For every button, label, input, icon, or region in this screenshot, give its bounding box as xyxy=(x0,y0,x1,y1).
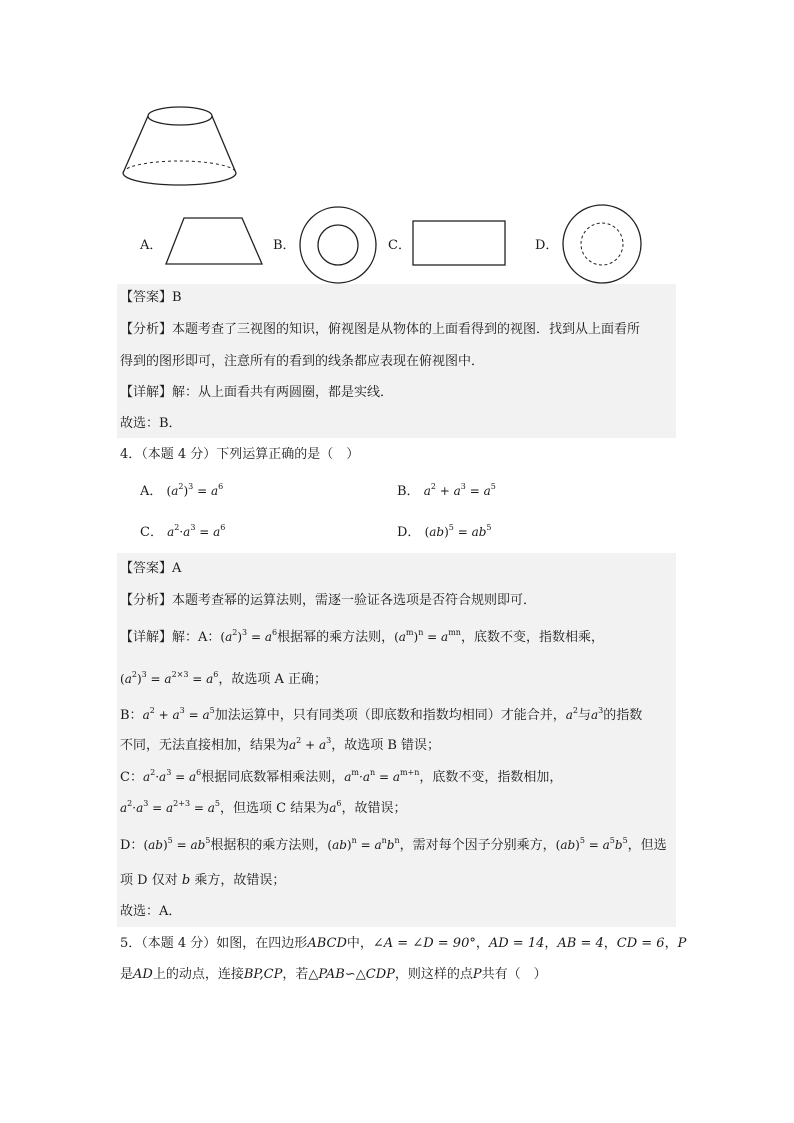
detail-text: 项 D 仅对 xyxy=(120,873,178,888)
option-label: D． xyxy=(397,525,421,540)
detail-text: 加法运算中，只有同类项（即底数和指数均相同）才能合并， xyxy=(214,708,566,723)
formula: $a^2\cdot a^3 = a^6$ xyxy=(142,768,202,784)
formula: $a^2$ xyxy=(565,706,578,722)
stem-text: ，若 xyxy=(282,967,309,982)
detail-text: ，故错误； xyxy=(341,801,407,816)
option-label: A． xyxy=(140,484,163,499)
q4-detail-c-line-2 xyxy=(120,798,406,819)
cd-length: CD = 6 xyxy=(616,936,665,951)
q3-answer-line xyxy=(120,288,182,308)
q3-choose-line xyxy=(120,414,182,434)
q4-option-b xyxy=(397,481,496,502)
detail-text: B： xyxy=(120,708,143,723)
detail-text: C： xyxy=(120,770,143,785)
solid-dashed-circles-shape xyxy=(560,202,644,286)
angle-condition: ∠A = ∠D = 90° xyxy=(372,936,476,951)
formula: $(ab)^5 = a^5b^5$ xyxy=(555,836,628,852)
choose-text: 故选：B． xyxy=(120,416,182,431)
detail-tag: 【详解】 xyxy=(120,630,173,645)
option-label: B． xyxy=(397,484,420,499)
stem-text: ，则这样的点 xyxy=(394,967,473,982)
option-a-label: A． xyxy=(140,238,163,253)
detail-text: ，底数不变，指数相加， xyxy=(419,770,563,785)
detail-text: ，需对每个因子分别乘方， xyxy=(399,838,556,853)
detail-text: 解：A： xyxy=(172,630,221,645)
q4-detail-d-line-1 xyxy=(120,835,667,856)
q5-stem-line-2 xyxy=(120,965,547,985)
formula: $a^2\cdot a^3 = a^6$ xyxy=(167,523,226,539)
option-c-label: C． xyxy=(388,238,411,253)
detail-text: 不同，无法直接相加，结果为 xyxy=(120,738,290,753)
formula: $(a^m)^n = a^{mn}$ xyxy=(394,628,461,644)
two-solid-circles-shape xyxy=(297,204,379,286)
ad-length: AD = 14 xyxy=(488,936,545,951)
analysis-tag: 【分析】 xyxy=(120,593,173,608)
answer-value: B xyxy=(172,290,182,305)
formula: $a^2 + a^3$ xyxy=(289,736,332,752)
q4-option-c xyxy=(140,522,225,543)
stem-text: 中， xyxy=(346,936,373,951)
detail-text: 解：从上面看共有两圆圈，都是实线． xyxy=(172,385,394,400)
quad-name: ABCD xyxy=(307,936,347,951)
q4-detail-b-line-1 xyxy=(120,705,642,726)
answer-tag: 【答案】 xyxy=(120,561,173,576)
detail-text: D： xyxy=(120,838,144,853)
detail-text: 根据同底数幂相乘法则， xyxy=(201,770,345,785)
q4-answer-line xyxy=(120,559,181,579)
q3-analysis-line-1 xyxy=(120,320,640,340)
q3-analysis-line-2 xyxy=(120,352,484,372)
stem-text: 共有（ ） xyxy=(481,967,547,982)
answer-value: A xyxy=(172,561,182,576)
detail-text: 根据积的乘方法则， xyxy=(210,838,328,853)
point-p: P xyxy=(472,967,482,982)
formula: $(ab)^5 = ab^5$ xyxy=(424,523,492,539)
q4-option-a xyxy=(140,481,223,502)
formula: $(a^2)^3 = a^{2\times 3} = a^6$ xyxy=(120,670,219,686)
detail-tag: 【详解】 xyxy=(120,385,173,400)
analysis-text: 本题考查幂的运算法则，需逐一验证各选项是否符合规则即可． xyxy=(172,593,537,608)
trapezoid-shape xyxy=(164,216,266,268)
option-label: C． xyxy=(140,525,163,540)
detail-text: ，故选项 A 正确； xyxy=(218,672,328,687)
detail-text: ，故选项 B 错误； xyxy=(331,738,441,753)
answer-tag: 【答案】 xyxy=(120,290,173,305)
stem-text: 上的动点，连接 xyxy=(152,967,244,982)
q4-detail-c-line-1 xyxy=(120,767,562,788)
question-stem: 4．（本题 4 分）下列运算正确的是（ ） xyxy=(120,447,360,462)
analysis-text: 本题考查了三视图的知识，俯视图是从物体的上面看得到的视图．找到从上面看所 xyxy=(172,322,641,337)
detail-text: ，底数不变，指数相乘， xyxy=(460,630,604,645)
rectangle-shape xyxy=(411,219,507,267)
q4-analysis-line xyxy=(120,591,536,611)
formula: $(ab)^5 = ab^5$ xyxy=(143,836,211,852)
q4-stem xyxy=(120,445,359,465)
formula: $(a^2)^3 = a^6$ xyxy=(220,628,278,644)
q3-detail-line xyxy=(120,383,393,403)
point-p: P xyxy=(677,936,687,951)
q4-detail-a-line-1 xyxy=(120,627,604,648)
formula: $a^m\cdot a^n = a^{m+n}$ xyxy=(344,768,420,784)
option-b-label: B． xyxy=(273,238,296,253)
q4-detail-d-line-2: 项 D 仅对 b 乘方，故错误； xyxy=(120,873,286,888)
stem-text: 是 xyxy=(120,967,134,982)
q4-detail-b-line-2 xyxy=(120,735,440,756)
q4-option-d xyxy=(397,522,492,543)
similarity-condition: △PAB∽△CDP xyxy=(308,967,395,982)
formula: $(ab)^n = a^nb^n$ xyxy=(327,836,400,852)
segment-ad: AD xyxy=(133,967,153,982)
analysis-text: 得到的图形即可，注意所有的看到的线条都应表现在俯视图中． xyxy=(120,354,485,369)
formula: $a^2 + a^3 = a^5$ xyxy=(423,482,496,498)
frustum-figure xyxy=(118,100,244,192)
detail-text: ，但选项 C 结果为 xyxy=(220,801,330,816)
q4-choose-line xyxy=(120,902,181,922)
detail-text: 乘方，故错误； xyxy=(194,873,286,888)
detail-text: 的指数 xyxy=(603,708,643,723)
ab-length: AB = 4 xyxy=(557,936,604,951)
stem-text: 5．（本题 4 分）如图，在四边形 xyxy=(120,936,308,951)
segments-bp-cp: BP,CP xyxy=(243,967,283,982)
analysis-tag: 【分析】 xyxy=(120,322,173,337)
formula: $a^3$ xyxy=(590,706,604,722)
q4-detail-a-line-2 xyxy=(120,669,327,690)
detail-text: ，但选 xyxy=(627,838,667,853)
formula: $a^2 + a^3 = a^5$ xyxy=(142,706,215,722)
formula: $a^6$ xyxy=(329,799,342,815)
option-d-label: D． xyxy=(535,238,559,253)
detail-text: 与 xyxy=(577,708,591,723)
choose-text: 故选：A． xyxy=(120,904,182,919)
formula: $a^2\cdot a^3 = a^{2+3} = a^5$ xyxy=(120,799,220,815)
q5-stem-line-1: 5．（本题 4 分）如图，在四边形ABCD中，∠A = ∠D = 90°，AD = 14，AB = 4，CD = 6，P xyxy=(120,936,687,951)
formula: $(a^2)^3 = a^6$ xyxy=(166,482,224,498)
detail-text: 根据幂的乘方法则， xyxy=(277,630,395,645)
